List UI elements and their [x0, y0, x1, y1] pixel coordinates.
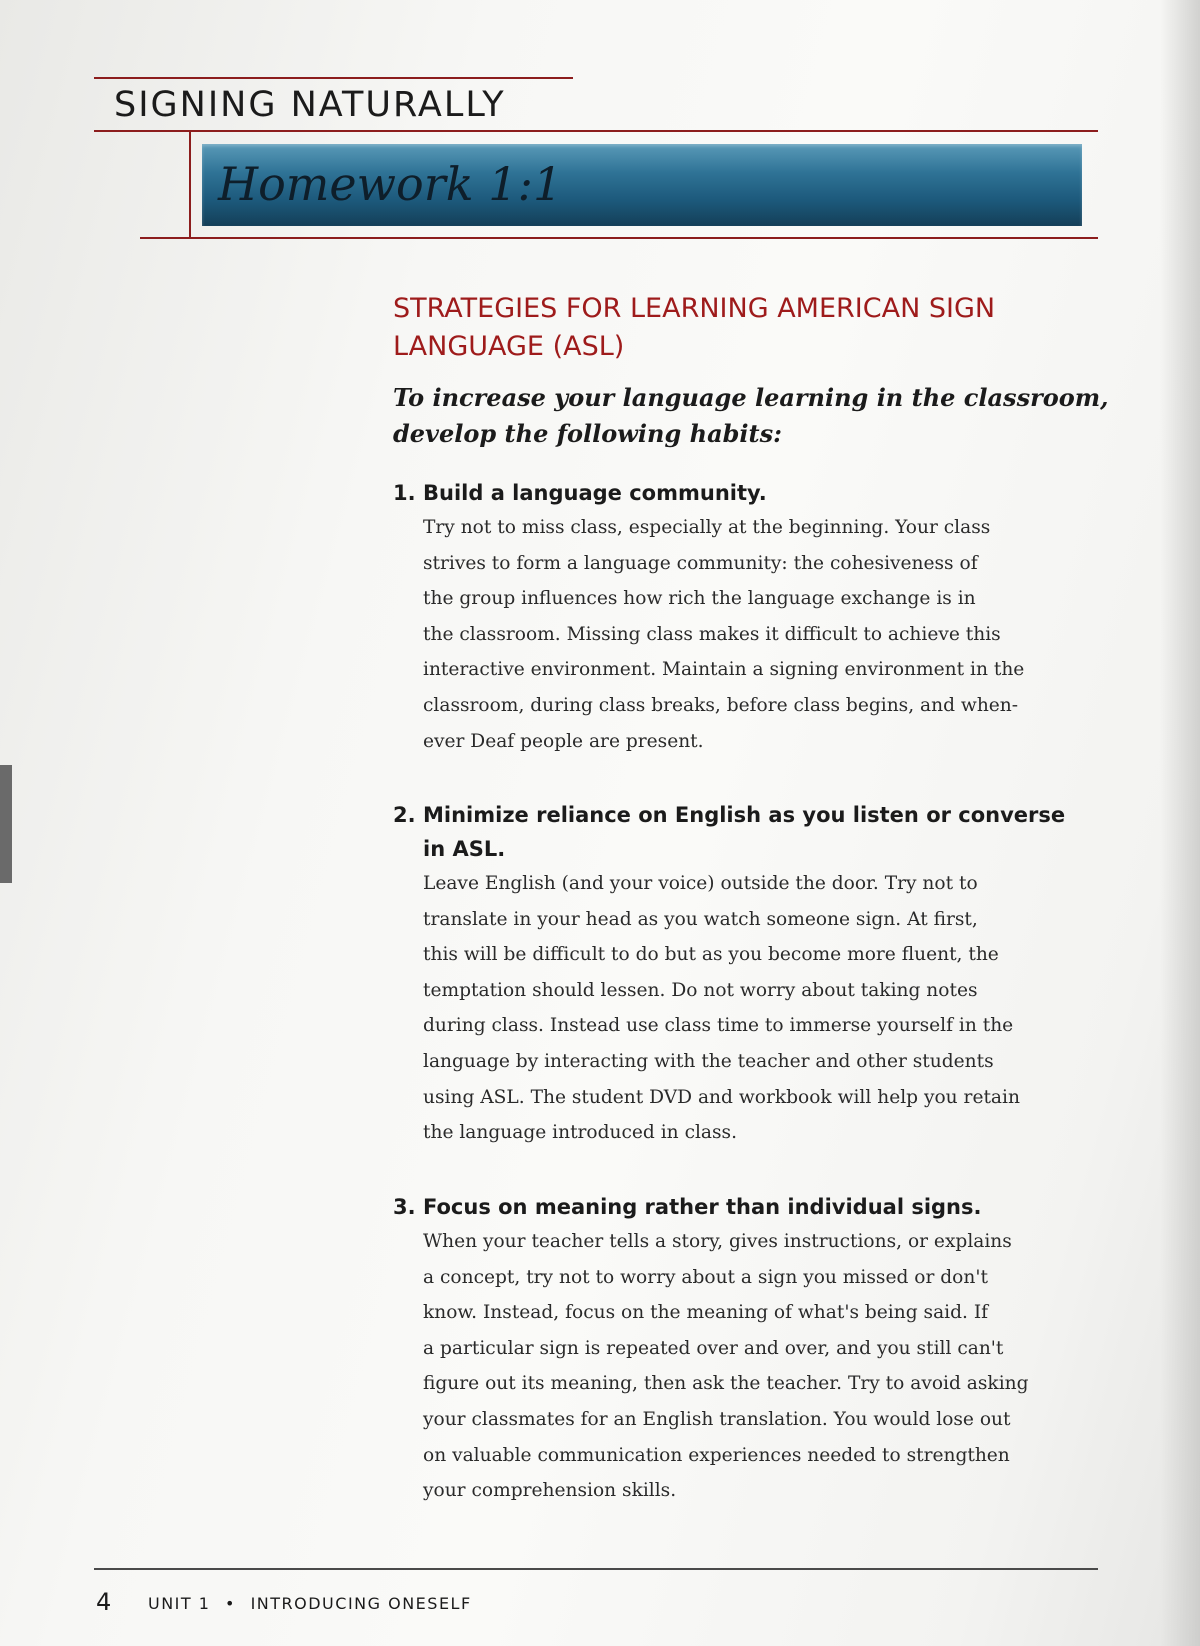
- habit-number: 2.: [393, 803, 416, 827]
- habit-item: [393, 798, 1115, 1151]
- homework-banner: [202, 144, 1082, 226]
- habit-body-line: interactive environment. Maintain a signing environment in the: [423, 659, 1025, 681]
- habit-body-line: classroom, during class breaks, before class begins, and when-: [423, 694, 1019, 716]
- intro-text: [393, 380, 1115, 452]
- section-heading-line: LANGUAGE (ASL): [393, 331, 625, 362]
- habit-body: [423, 510, 1115, 759]
- habit-item: [393, 476, 1115, 759]
- header-bottom-rule: [140, 237, 1098, 239]
- page-edge-tab: [0, 765, 12, 883]
- page-edge-shadow: [1160, 0, 1200, 1646]
- footer-unit-label: [148, 1592, 472, 1616]
- habit-title: [393, 476, 1115, 510]
- habit-title-line: Focus on meaning rather than individual signs.: [423, 1195, 982, 1219]
- footer-rule: [94, 1568, 1098, 1570]
- header-vertical-rule: [189, 130, 191, 238]
- homework-title: Homework 1:1: [218, 157, 563, 211]
- habit-body-line: Try not to miss class, especially at the beginning. Your class: [423, 517, 991, 538]
- habit-body-line: the group influences how rich the language exchange is in: [423, 588, 976, 610]
- habit-body: [423, 866, 1115, 1151]
- habit-title-text: [423, 476, 767, 510]
- habit-title-line: Build a language community.: [423, 481, 767, 505]
- main-content: [393, 290, 1115, 1502]
- habit-body-line: Leave English (and your voice) outside the door. Try not to: [423, 873, 978, 894]
- habit-title: [393, 1190, 1115, 1224]
- habit-number: 1.: [393, 481, 416, 505]
- habit-body-line: a particular sign is repeated over and over, and you still can't: [423, 1337, 1004, 1359]
- section-heading: [393, 290, 1115, 366]
- habit-body-line: strives to form a language community: the cohesiveness of: [423, 552, 978, 574]
- habit-title-text: [423, 798, 1065, 866]
- habit-body-line: this will be difficult to do but as you become more fluent, the: [423, 944, 999, 966]
- habit-title-line: Minimize reliance on English as you listen or converse: [423, 803, 1066, 827]
- habit-body-line: ever Deaf people are present.: [423, 730, 704, 752]
- habit-body-line: know. Instead, focus on the meaning of what's being said. If: [423, 1302, 989, 1324]
- header-top-rule: [94, 77, 573, 79]
- habit-body-line: using ASL. The student DVD and workbook will help you retain: [423, 1086, 1020, 1108]
- habit-body-line: your classmates for an English translation. You would lose out: [423, 1408, 1011, 1430]
- habit-body-line: the language introduced in class.: [423, 1122, 738, 1144]
- unit-label: UNIT 1: [148, 1594, 211, 1613]
- intro-line: To increase your language learning in the classroom,: [393, 383, 1109, 412]
- habit-body-line: When your teacher tells a story, gives instructions, or explains: [423, 1231, 1012, 1252]
- habit-body: [423, 1224, 1115, 1509]
- habit-body-line: figure out its meaning, then ask the teacher. Try to avoid asking: [423, 1373, 1029, 1395]
- header-middle-rule: [94, 130, 1098, 132]
- unit-title: INTRODUCING ONESELF: [250, 1594, 472, 1613]
- habit-body-line: temptation should lessen. Do not worry about taking notes: [423, 979, 978, 1001]
- habit-body-line: language by interacting with the teacher and other students: [423, 1050, 994, 1072]
- page-number: 4: [96, 1588, 112, 1616]
- habit-title-text: [423, 1190, 982, 1224]
- section-heading-line: STRATEGIES FOR LEARNING AMERICAN SIGN: [393, 293, 996, 324]
- habit-title-line: in ASL.: [423, 837, 506, 861]
- habit-body-line: your comprehension skills.: [423, 1480, 677, 1502]
- habit-body-line: during class. Instead use class time to immerse yourself in the: [423, 1015, 1014, 1037]
- habit-item: [393, 1190, 1115, 1509]
- intro-line: develop the following habits:: [393, 419, 782, 448]
- habit-body-line: a concept, try not to worry about a sign you missed or don't: [423, 1266, 988, 1288]
- habit-title: [393, 798, 1115, 866]
- series-title: SIGNING NATURALLY: [114, 85, 506, 125]
- habit-number: 3.: [393, 1195, 416, 1219]
- habit-body-line: translate in your head as you watch someone sign. At first,: [423, 908, 978, 930]
- habit-body-line: on valuable communication experiences needed to strengthen: [423, 1444, 1010, 1466]
- habit-body-line: the classroom. Missing class makes it difficult to achieve this: [423, 623, 1001, 645]
- footer-separator: •: [225, 1594, 236, 1613]
